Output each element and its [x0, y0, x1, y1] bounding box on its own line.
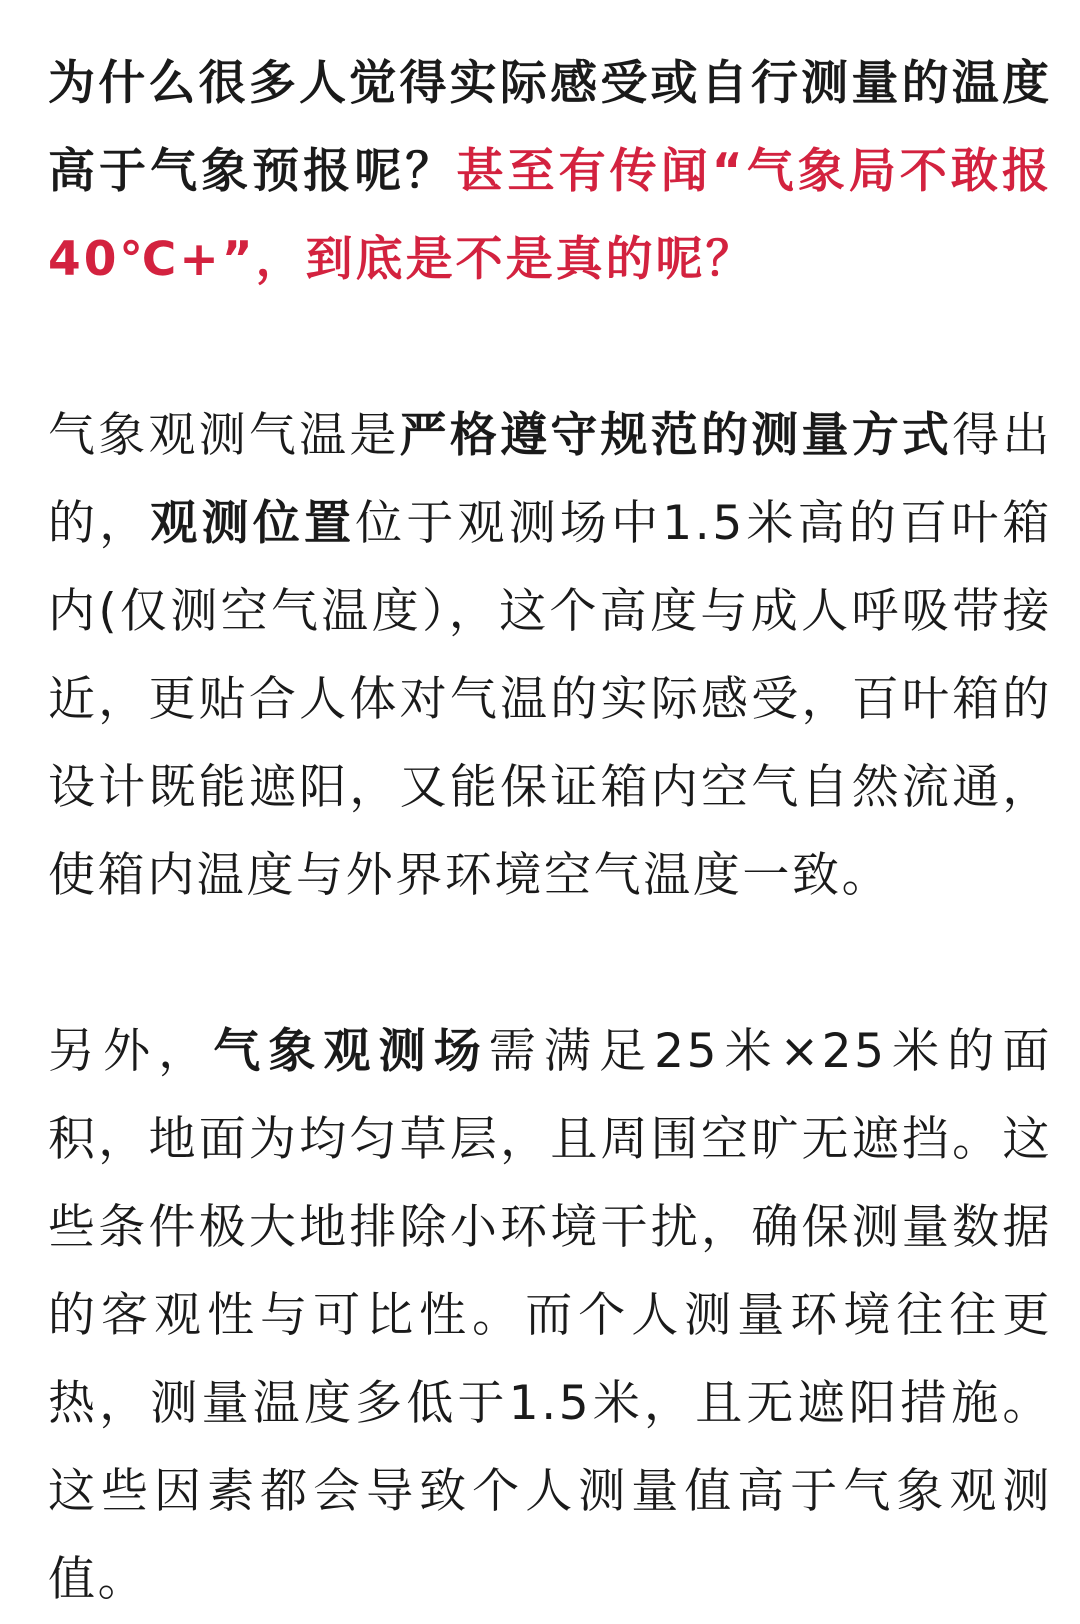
intro-question: 为什么很多人觉得实际感受或自行测量的温度高于气象预报呢？ [48, 56, 1052, 199]
article-body [48, 40, 1052, 1624]
para1-bold-2: 观测位置 [150, 496, 356, 551]
para1-text-3: 位于观测场中1.5米高的百叶箱内(仅测空气温度），这个高度与成人呼吸带接近，更贴合人体对气温的实际感受，百叶箱的设计既能遮阳，又能保证箱内空气自然流通，使箱内温度与外界环境空气温度一致。 [48, 496, 1052, 903]
para2-text-1: 另外， [48, 1024, 214, 1079]
para1-text-2: 得出的， [48, 408, 1053, 551]
para2-bold-1: 气象观测场 [213, 1024, 489, 1079]
para1-text-1: 气象观测气温是 [48, 408, 400, 463]
paragraph-observation-method [48, 392, 1052, 920]
para2-text-2: 需满足25米×25米的面积，地面为均匀草层，且周围空旷无遮挡。这些条件极大地排除小环境干扰，确保测量数据的客观性与可比性。而个人测量环境往往更热，测量温度多低于1.5米，且无遮阳措施。这些因素都会导致个人测量值高于气象观测值。 [48, 1024, 1052, 1607]
intro-highlight: 甚至有传闻“气象局不敢报40℃+”，到底是不是真的呢？ [48, 144, 1053, 287]
paragraph-observation-site [48, 1008, 1052, 1624]
para1-bold-1: 严格遵守规范的测量方式 [399, 408, 953, 463]
intro-paragraph [48, 40, 1052, 304]
